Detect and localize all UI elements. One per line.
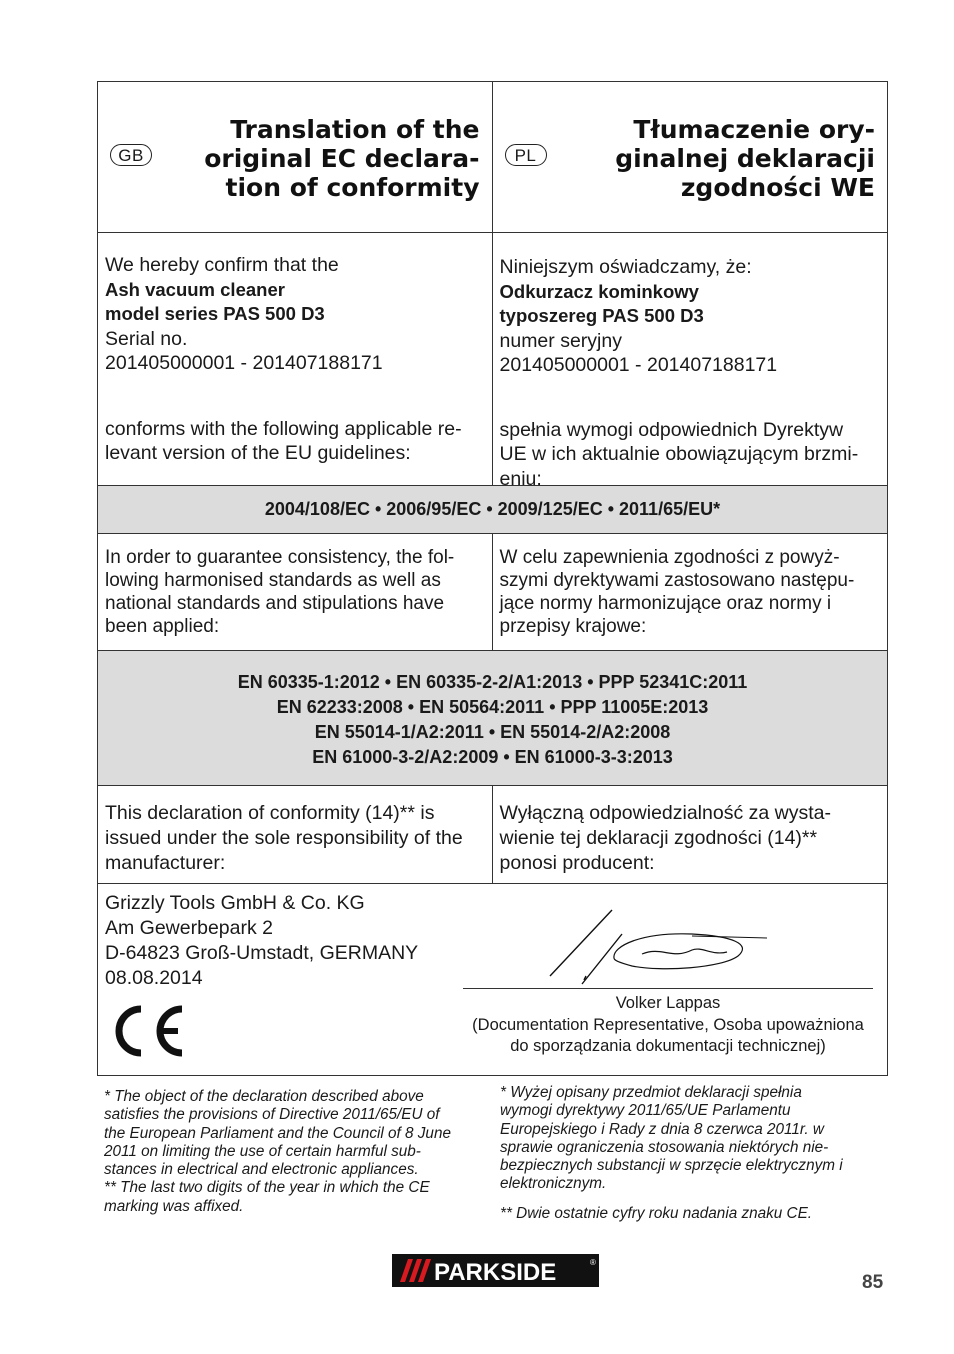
pl-model: typoszereg PAS 500 D3 <box>499 305 704 326</box>
pl-intro <box>493 233 888 490</box>
declaration-date: 08.08.2014 <box>105 967 203 989</box>
gb-responsibility: This declaration of conformity (14)** is issued under the sole responsibility of the manufacturer: <box>98 786 493 883</box>
standard-line: EN 62233:2008 • EN 50564:2011 • PPP 11005E:2013 <box>276 697 709 717</box>
gb-serial-label: Serial no. <box>105 327 188 350</box>
intro-row <box>98 233 887 490</box>
gb-intro <box>98 233 493 485</box>
manufacturer-address <box>105 891 418 991</box>
header-row <box>98 82 887 233</box>
gb-product-name: Ash vacuum cleaner <box>105 278 285 300</box>
responsibility-row <box>98 786 887 884</box>
pl-confirm-text: Niniejszym oświadczamy, że: <box>499 256 752 278</box>
gb-model: model series PAS 500 D3 <box>105 303 325 324</box>
gb-conforms-text: conforms with the following applicable re- <box>105 417 462 440</box>
pl-serial-range: 201405000001 - 201407188171 <box>499 354 778 376</box>
standard-line: EN 61000-3-2/A2:2009 • EN 61000-3-3:2013 <box>312 747 673 767</box>
gb-confirm-text: We hereby confirm that the <box>105 254 339 276</box>
signer-role: (Documentation Representative, Osoba upoważniona <box>472 1015 864 1034</box>
directives-row <box>98 486 887 534</box>
signature-line <box>463 988 873 989</box>
declaration-table <box>97 81 888 1076</box>
standard-line: EN 55014-1/A2:2011 • EN 55014-2/A2:2008 <box>314 722 671 742</box>
pl-header <box>493 82 888 232</box>
standard-line: EN 60335-1:2012 • EN 60335-2-2/A1:2013 • PPP 52341C:2011 <box>237 672 748 692</box>
signer-block <box>453 993 883 1058</box>
harmonised-row <box>98 534 887 651</box>
registered-mark: ® <box>590 1258 596 1267</box>
page-number: 85 <box>862 1272 884 1293</box>
pl-harmonised: W celu zapewnienia zgodności z powyż- szymi dyrektywami zastosowano następu- jące normy harmonizujące oraz normy i przepisy krajowe: <box>499 547 855 637</box>
signer-role: do sporządzania dokumentacji technicznej) <box>510 1037 826 1055</box>
pl-responsibility: Wyłączną odpowiedzialność za wysta- wienie tej deklaracji zgodności (14)** ponosi producent: <box>499 802 831 874</box>
pl-title: Tłumaczenie ory- ginalnej deklaracji zgodności WE <box>615 115 875 202</box>
manufacturer-row <box>98 884 887 1076</box>
footnotes <box>104 1084 894 1223</box>
gb-harmonised: In order to guarantee consistency, the fol- lowing harmonised standards as well as national standards and stipulations have been applied: <box>98 534 493 650</box>
standards-row <box>98 651 887 786</box>
ce-mark-icon <box>108 1001 188 1061</box>
signer-name: Volker Lappas <box>615 994 721 1012</box>
pl-conforms-text: spełnia wymogi odpowiednich Dyrektyw <box>499 418 844 441</box>
gb-language-badge: GB <box>110 144 152 166</box>
pl-conforms-text: UE w ich aktualnie obowiązującym brzmi- <box>499 443 859 465</box>
gb-serial-range: 201405000001 - 201407188171 <box>105 352 383 374</box>
gb-footnotes: * The object of the declaration described above satisfies the provisions of Directive 2011/65/EU of the European Parliament and the Council of 8 June 2011 on limiting the use of certain harmful sub- stances in electrical and electronic appliances. ** The last two digits of the year in which the CE marking was affixed. <box>104 1088 451 1215</box>
logo-text: PARKSIDE <box>434 1259 557 1286</box>
manufacturer-street: Am Gewerbepark 2 <box>105 917 273 939</box>
signature-image <box>542 906 772 986</box>
pl-footnotes: * Wyżej opisany przedmiot deklaracji spełnia wymogi dyrektywy 2011/65/UE Parlamentu Europejskiego i Rady z dnia 8 czerwca 2011r. w sprawie ograniczenia stosowania niektórych nie- bezpiecznych substancji w sprzęcie elektrycznym i elektronicznym. ** Dwie ostatnie cyfry roku nadania znaku CE. <box>500 1084 843 1222</box>
gb-conforms-text: levant version of the EU guidelines: <box>105 442 411 464</box>
pl-product-name: Odkurzacz kominkowy <box>499 280 699 302</box>
manufacturer-city: D-64823 Groß-Umstadt, GERMANY <box>105 942 419 964</box>
pl-conforms-text: eniu: <box>499 467 542 490</box>
manufacturer-name: Grizzly Tools GmbH & Co. KG <box>105 892 365 914</box>
gb-title: Translation of the original EC declara- tion of conformity <box>204 115 480 202</box>
gb-header <box>98 82 493 232</box>
pl-serial-label: numer seryjny <box>499 329 622 352</box>
pl-language-badge: PL <box>505 144 547 166</box>
parkside-logo <box>392 1254 599 1287</box>
directives-list: 2004/108/EC • 2006/95/EC • 2009/125/EC • 2011/65/EU* <box>264 499 721 519</box>
